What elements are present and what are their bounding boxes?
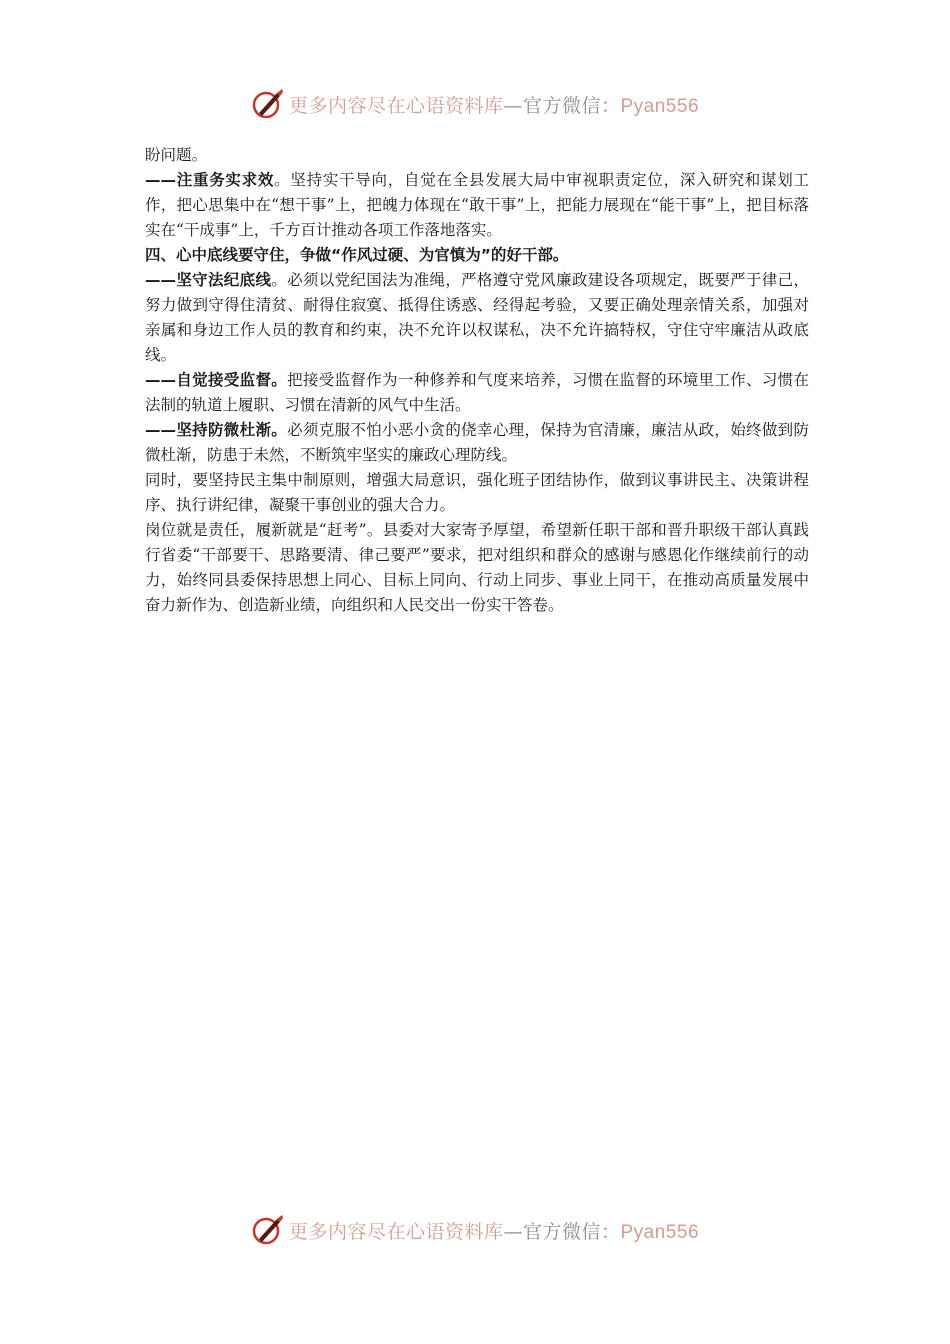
paragraph-lead: ——自觉接受监督。 [145,371,288,389]
pen-logo-icon [251,87,285,121]
paragraph: ——坚守法纪底线。必须以党纪国法为准绳，严格遵守党风廉政建设各项规定，既要严于律己，努力做到守得住清贫、耐得住寂寞、抵得住诱惑、经得起考验，又要正确处理亲情关系，加强对亲属和身边工作人员的教育和约束，决不允许以权谋私，决不允许搞特权，守住守牢廉洁从政底线。 [145,271,809,364]
section-heading: 四、心中底线要守住，争做“作风过硬、为官慎为”的好干部。 [145,246,569,264]
pen-logo-icon [251,1213,285,1247]
watermark-text: 更多内容尽在心语资料库—官方微信：Pyan556 [288,1220,700,1243]
watermark-text: 更多内容尽在心语资料库—官方微信：Pyan556 [288,94,700,117]
paragraph: 同时，要坚持民主集中制原则，增强大局意识，强化班子团结协作，做到议事讲民主、决策讲程序、执行讲纪律，凝聚干事创业的强大合力。 [145,471,809,514]
header-watermark [0,84,950,124]
footer-watermark [0,1210,950,1250]
paragraph: 岗位就是责任，履新就是“赶考”。县委对大家寄予厚望，希望新任职干部和晋升职级干部认真践行省委“干部要干、思路要清、律己要严”要求，把对组织和群众的感谢与感恩化作继续前行的动力，始终同县委保持思想上同心、目标上同向、行动上同步、事业上同干，在推动高质量发展中奋力新作为、创造新业绩，向组织和人民交出一份实干答卷。 [145,521,809,614]
paragraph-lead: ——坚持防微杜渐。 [145,421,288,439]
paragraph: ——坚持防微杜渐。必须克服不怕小恶小贪的侥幸心理，保持为官清廉，廉洁从政，始终做到防微杜渐，防患于未然，不断筑牢坚实的廉政心理防线。 [145,421,809,464]
paragraph: ——自觉接受监督。把接受监督作为一种修养和气度来培养，习惯在监督的环境里工作、习惯在法制的轨道上履职、习惯在清新的风气中生活。 [145,371,809,414]
paragraph: 盼问题。 [145,146,208,164]
paragraph: ——注重务实求效。坚持实干导向，自觉在全县发展大局中审视职责定位，深入研究和谋划工作，把心思集中在“想干事”上，把魄力体现在“敢干事”上，把能力展现在“能干事”上，把目标落实在“干成事”上，千方百计推动各项工作落地落实。 [145,171,809,239]
document-body [145,143,809,618]
paragraph-lead: ——坚守法纪底线 [145,271,272,289]
paragraph-lead: ——注重务实求效 [145,171,275,189]
